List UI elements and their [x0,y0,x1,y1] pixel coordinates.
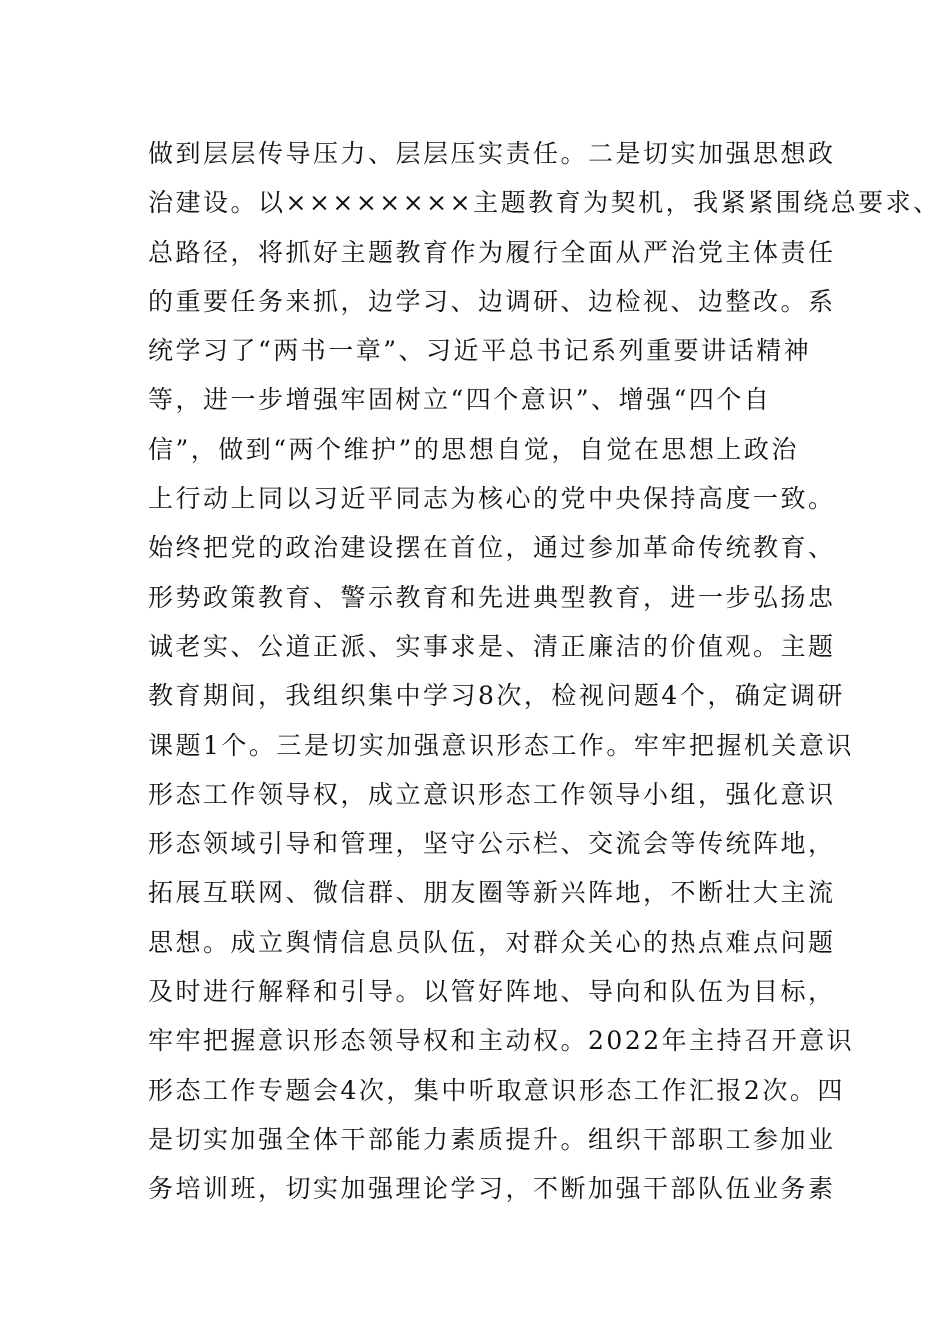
text-line: 治建设。以××××××××主题教育为契机，我紧紧围绕总要求、 [148,188,941,218]
text-line: 形态领域引导和管理，坚守公示栏、交流会等传统阵地， [148,829,836,859]
text-line: 教育期间，我组织集中学习8次，检视问题4个，确定调研 [148,681,845,711]
text-line: 课题1个。三是切实加强意识形态工作。牢牢把握机关意识 [148,730,854,760]
text-line: 上行动上同以习近平同志为核心的党中央保持高度一致。 [148,484,836,514]
text-line: 等，进一步增强牢固树立“四个意识”、增强“四个自 [148,385,772,415]
text-line: 及时进行解释和引导。以管好阵地、导向和队伍为目标， [148,977,836,1007]
text-line: 拓展互联网、微信群、朋友圈等新兴阵地，不断壮大主流 [148,878,836,908]
text-line: 统学习了“两书一章”、习近平总书记系列重要讲话精神 [148,336,812,366]
text-line: 牢牢把握意识形态领导权和主动权。2022年主持召开意识 [148,1026,855,1056]
document-body [148,129,941,1214]
text-line: 做到层层传导压力、层层压实责任。二是切实加强思想政 [148,139,836,168]
text-line: 总路径，将抓好主题教育作为履行全面从严治党主体责任 [148,237,836,267]
text-line: 形势政策教育、警示教育和先进典型教育，进一步弘扬忠 [148,582,836,612]
text-line: 思想。成立舆情信息员队伍，对群众关心的热点难点问题 [148,927,836,957]
text-line: 形态工作领导权，成立意识形态工作领导小组，强化意识 [148,779,836,809]
text-line: 形态工作专题会4次，集中听取意识形态工作汇报2次。四 [148,1075,845,1105]
text-line: 始终把党的政治建设摆在首位，通过参加革命传统教育、 [148,533,836,563]
text-line: 诚老实、公道正派、实事求是、清正廉洁的价值观。主题 [148,631,836,661]
text-line: 是切实加强全体干部能力素质提升。组织干部职工参加业 [148,1124,836,1154]
text-line: 务培训班，切实加强理论学习，不断加强干部队伍业务素 [148,1174,836,1204]
text-line: 信”，做到“两个维护”的思想自觉，自觉在思想上政治 [148,434,799,464]
text-line: 的重要任务来抓，边学习、边调研、边检视、边整改。系 [148,286,836,316]
